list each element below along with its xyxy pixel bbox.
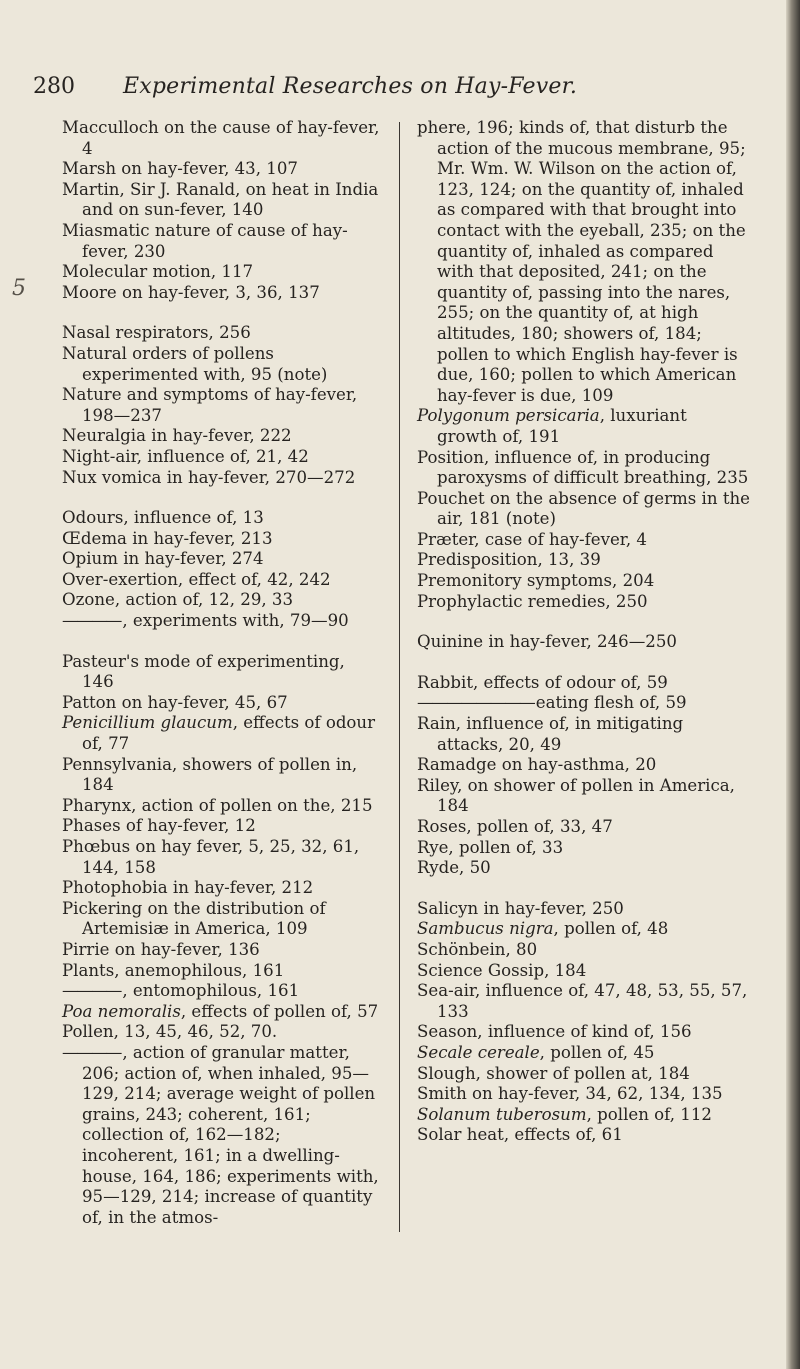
section-gap (62, 303, 380, 323)
index-entry: Ramadge on hay-asthma, 20 (417, 755, 657, 775)
index-entry: Nasal respirators, 256 (62, 323, 251, 343)
index-entry: Solar heat, effects of, 61 (417, 1125, 623, 1145)
index-entry: Plants, anemophilous, 161 (62, 960, 285, 980)
index-entry: Pirrie on hay-fever, 136 (62, 939, 260, 959)
index-entry: Pennsylvania, showers of pollen in, 184 (62, 754, 358, 795)
index-entry: Secale cereale, pollen of, 45 (417, 1042, 655, 1062)
page-header (33, 74, 773, 108)
index-entry: Œdema in hay-fever, 213 (62, 528, 273, 548)
index-entry: Marsh on hay-fever, 43, 107 (62, 159, 298, 179)
index-entry: Pouchet on the absence of germs in the air, 181 (note) (417, 488, 750, 529)
section-gap (417, 612, 752, 632)
index-entry: Season, influence of kind of, 156 (417, 1022, 692, 1042)
index-entry: Pharynx, action of pollen on the, 215 (62, 795, 373, 815)
index-entry: Sea-air, influence of, 47, 48, 53, 55, 57, 133 (417, 981, 748, 1021)
index-entry: Ryde, 50 (417, 858, 491, 878)
page-number: 280 (33, 74, 75, 99)
index-entry: Premonitory symptoms, 204 (417, 571, 655, 591)
index-entry: Moore on hay-fever, 3, 36, 137 (62, 282, 320, 302)
index-entry: Science Gossip, 184 (417, 960, 587, 980)
index-entry: Photophobia in hay-fever, 212 (62, 878, 314, 898)
margin-annotation: 5 (12, 276, 26, 301)
index-entry: Quinine in hay-fever, 246—250 (417, 632, 677, 652)
index-entry: Pasteur's mode of experimenting, 146 (62, 651, 345, 692)
index-entry: Pollen, 13, 45, 46, 52, 70. (62, 1022, 278, 1042)
index-entry: Nature and symptoms of hay-fever, 198—237 (62, 385, 358, 425)
index-entry: Rain, influence of, in mitigating attacks, 20, 49 (417, 714, 684, 754)
index-column-left (62, 118, 380, 1228)
index-entry: Slough, shower of pollen at, 184 (417, 1063, 690, 1083)
index-entry: Præter, case of hay-fever, 4 (417, 529, 647, 549)
index-subentry: ———— , entomophilous, 161 (62, 981, 380, 1002)
index-entry: Over-exertion, effect of, 42, 242 (62, 569, 331, 589)
index-entry: Opium in hay-fever, 274 (62, 549, 264, 569)
index-entry: Prophylactic remedies, 250 (417, 591, 648, 611)
index-subentry: ———— , action of granular matter, 206; action of, when inhaled, 95—129, 214; average weight of pollen grains, 243; coherent, 161; collection of, 162—182; incoherent, 161; in a dwelling-house, 164, 186; experiments with, 95—129, 214; increase of quantity of, in the atmos- (62, 1043, 380, 1228)
index-column-right (417, 118, 752, 1146)
index-entry: Roses, pollen of, 33, 47 (417, 817, 613, 836)
index-entry: Solanum tuberosum, pollen of, 112 (417, 1104, 712, 1124)
index-entry-continued: phere, 196; kinds of, that disturb the action of the mucous membrane, 95; Mr. Wm. W. Wilson on the action of, 123, 124; on the quantity of, inhaled as compared with that brought into contact with the eyeball, 235; on the quantity of, inhaled as compared with that deposited, 241; on the quantity of, passing into the nares, 255; on the quantity of, at high altitudes, 180; showers of, 184; pollen to which English hay-fever is due, 160; pollen to which American hay-fever is due, 109 (417, 118, 746, 405)
index-entry: Smith on hay-fever, 34, 62, 134, 135 (417, 1084, 723, 1104)
section-gap (62, 488, 380, 508)
index-entry: Rye, pollen of, 33 (417, 837, 564, 857)
index-entry: Molecular motion, 117 (62, 262, 254, 282)
index-entry: Night-air, influence of, 21, 42 (62, 446, 309, 466)
index-entry: Odours, influence of, 13 (62, 508, 264, 528)
index-entry: Riley, on shower of pollen in America, 184 (417, 775, 735, 816)
section-gap (417, 879, 752, 899)
index-subentry: ———————— eating flesh of, 59 (417, 693, 752, 714)
index-entry: Ozone, action of, 12, 29, 33 (62, 590, 294, 610)
running-title: Experimental Researches on Hay-Fever. (123, 74, 578, 99)
index-entry: Pickering on the distribution of Artemisiæ in America, 109 (62, 898, 326, 939)
index-entry: Predisposition, 13, 39 (417, 550, 601, 570)
index-entry: Polygonum persicaria, luxuriant growth of, 191 (417, 406, 687, 446)
section-gap (417, 653, 752, 673)
index-entry: Poa nemoralis, effects of pollen of, 57 (62, 1001, 379, 1021)
index-entry: Salicyn in hay-fever, 250 (417, 898, 624, 918)
section-gap (62, 632, 380, 652)
index-entry: Martin, Sir J. Ranald, on heat in India and on sun-fever, 140 (62, 179, 379, 220)
page-edge-shadow (786, 0, 800, 1369)
index-entry: Natural orders of pollens experimented with, 95 (note) (62, 343, 328, 384)
index-entry: Position, influence of, in producing paroxysms of difficult breathing, 235 (417, 447, 749, 488)
index-entry: Phœbus on hay fever, 5, 25, 32, 61, 144, 158 (62, 837, 360, 877)
index-entry: Patton on hay-fever, 45, 67 (62, 692, 288, 712)
index-entry: Penicillium glaucum, effects of odour of, 77 (62, 713, 376, 754)
index-entry: Phases of hay-fever, 12 (62, 816, 256, 836)
index-entry: Miasmatic nature of cause of hay-fever, 230 (62, 220, 348, 261)
index-entry: Rabbit, effects of odour of, 59 (417, 672, 668, 692)
index-entry: Sambucus nigra, pollen of, 48 (417, 919, 669, 939)
column-divider (399, 122, 400, 1232)
index-entry: Schönbein, 80 (417, 939, 538, 959)
index-entry: Neuralgia in hay-fever, 222 (62, 426, 292, 446)
index-entry: Nux vomica in hay-fever, 270—272 (62, 467, 356, 487)
index-entry: Macculloch on the cause of hay-fever, 4 (62, 118, 380, 158)
index-subentry: ———— , experiments with, 79—90 (62, 611, 380, 632)
